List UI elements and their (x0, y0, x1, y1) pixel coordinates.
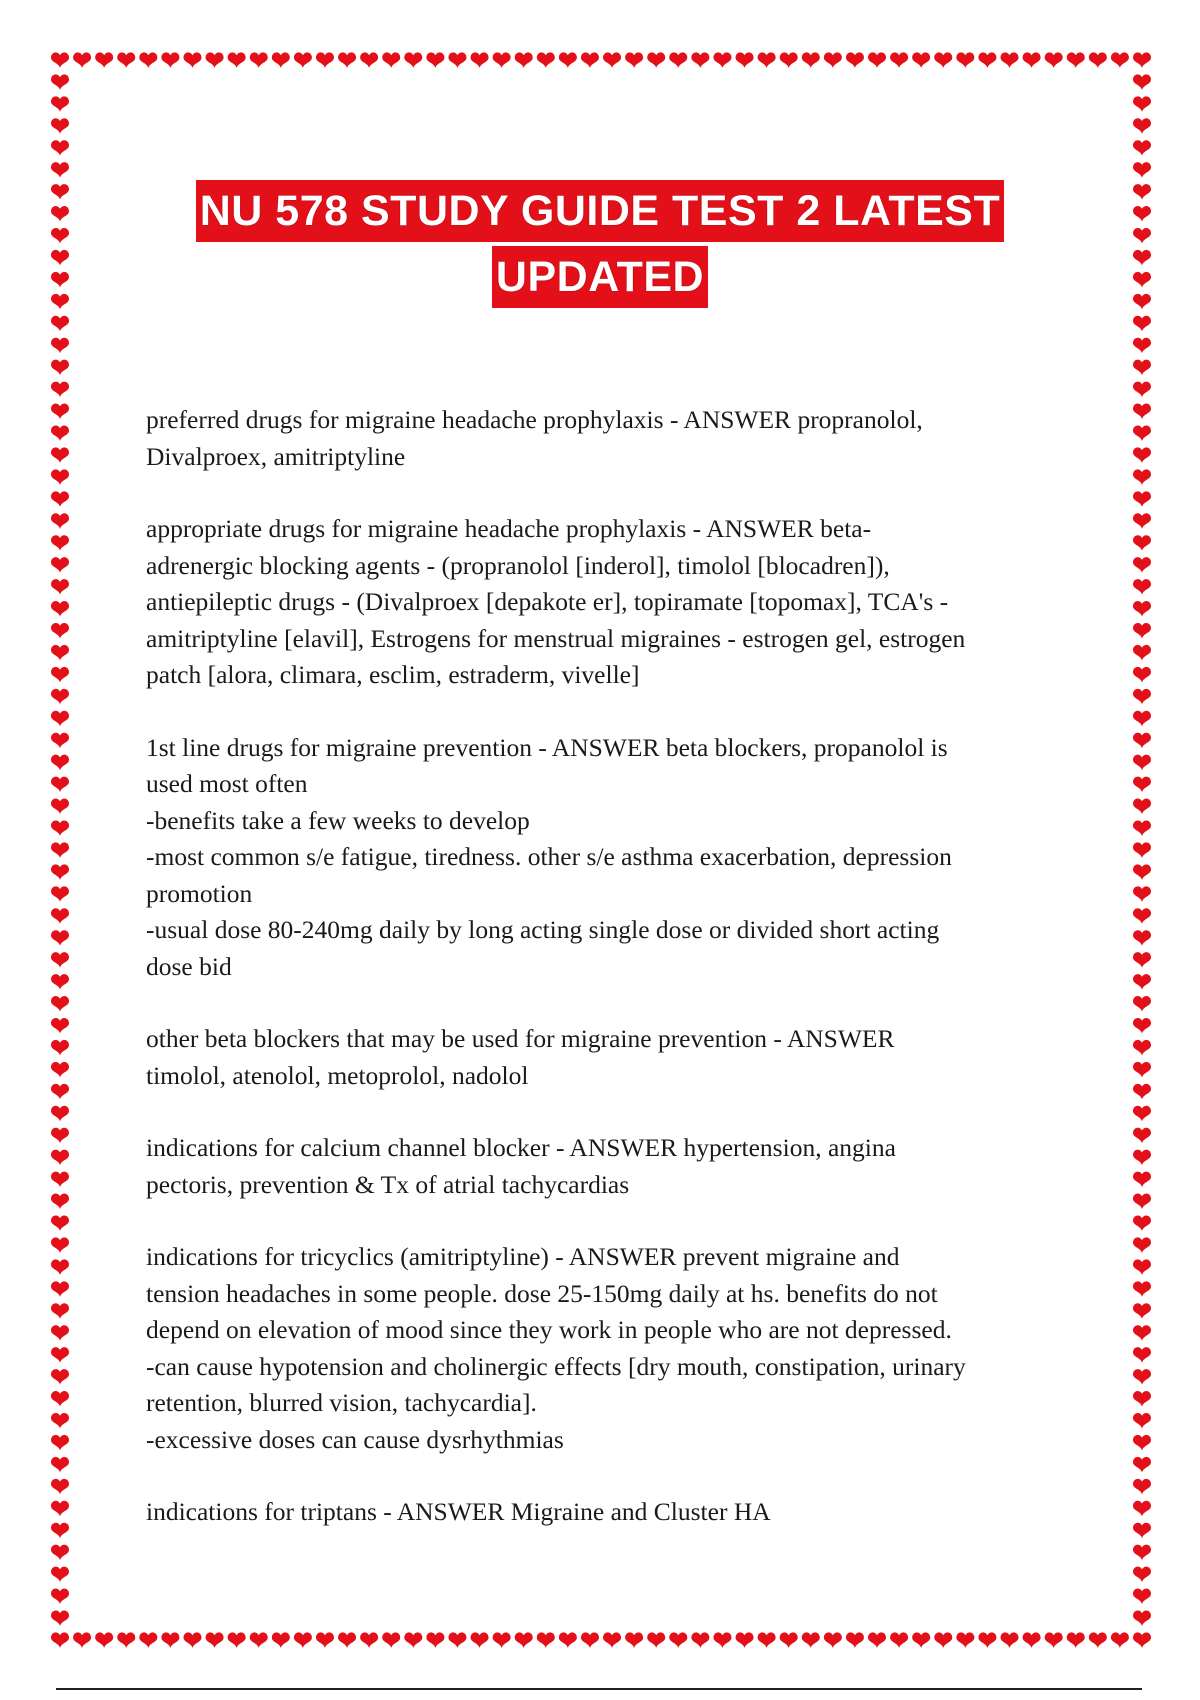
heart-icon (139, 1632, 157, 1648)
heart-icon (1133, 1545, 1151, 1561)
heart-icon (51, 425, 69, 441)
heart-icon (802, 52, 820, 68)
qa-line: -can cause hypotension and cholinergic effects [dry mouth, constipation, urinary (146, 1351, 966, 1381)
heart-icon (1089, 1632, 1107, 1648)
heart-icon (1133, 447, 1151, 463)
heart-icon (51, 1479, 69, 1495)
qa-line: -benefits take a few weeks to develop (146, 805, 530, 835)
heart-icon (1133, 1479, 1151, 1495)
heart-icon (51, 1610, 69, 1626)
heart-icon (228, 1632, 246, 1648)
qa-item (146, 511, 1076, 694)
qa-line: -usual dose 80-240mg daily by long acting single dose or divided short acting (146, 915, 940, 944)
heart-icon (51, 1567, 69, 1583)
heart-icon (1133, 842, 1151, 858)
qa-line: -most common s/e fatigue, tiredness. other s/e asthma exacerbation, depression (146, 842, 952, 871)
qa-line: appropriate drugs for migraine headache prophylaxis - ANSWER beta- (146, 514, 872, 543)
heart-icon (912, 52, 930, 68)
heart-icon (51, 952, 69, 968)
heart-icon (1133, 382, 1151, 398)
heart-icon (51, 382, 69, 398)
heart-icon (1045, 52, 1063, 68)
heart-icon (647, 1632, 665, 1648)
heart-icon (51, 557, 69, 573)
heart-icon (448, 52, 466, 68)
heart-icon (404, 52, 422, 68)
heart-icon (1023, 1632, 1041, 1648)
qa-item (146, 1239, 1076, 1458)
heart-icon (713, 1632, 731, 1648)
heart-icon (1133, 1150, 1151, 1166)
heart-icon (1133, 777, 1151, 793)
heart-icon (1133, 74, 1151, 90)
heart-icon (1133, 1281, 1151, 1297)
qa-item (146, 730, 1076, 986)
heart-icon (382, 1632, 400, 1648)
heart-icon (1133, 711, 1151, 727)
heart-icon (51, 1018, 69, 1034)
heart-icon (206, 1632, 224, 1648)
heart-icon (471, 1632, 489, 1648)
heart-icon (51, 733, 69, 749)
heart-icon (51, 1106, 69, 1122)
heart-icon (51, 513, 69, 529)
heart-icon (51, 1523, 69, 1539)
heart-icon (51, 930, 69, 946)
page-title (0, 180, 1200, 308)
heart-icon (1133, 118, 1151, 134)
heart-icon (51, 469, 69, 485)
heart-icon (1133, 535, 1151, 551)
heart-icon (1133, 96, 1151, 112)
heart-icon (183, 1632, 201, 1648)
heart-icon (73, 52, 91, 68)
heart-icon (736, 1632, 754, 1648)
heart-icon (669, 52, 687, 68)
heart-icon (51, 140, 69, 156)
qa-line: indications for tricyclics (amitriptyline) - ANSWER prevent migraine and (146, 1242, 900, 1271)
heart-icon (625, 1632, 643, 1648)
heart-icon (51, 601, 69, 617)
heart-icon (51, 645, 69, 661)
heart-icon (1067, 1632, 1085, 1648)
heart-icon (1133, 886, 1151, 902)
heart-icon (51, 96, 69, 112)
heart-icon (1133, 820, 1151, 836)
heart-icon (868, 1632, 886, 1648)
heart-icon (1133, 1237, 1151, 1253)
heart-icon (1133, 755, 1151, 771)
heart-icon (51, 1457, 69, 1473)
heart-icon (51, 799, 69, 815)
title-line-1: NU 578 STUDY GUIDE TEST 2 LATEST (196, 180, 1005, 242)
heart-icon (51, 1062, 69, 1078)
heart-icon (51, 118, 69, 134)
heart-icon (206, 52, 224, 68)
bottom-divider (56, 1688, 1142, 1690)
heart-icon (758, 1632, 776, 1648)
heart-icon (1133, 1084, 1151, 1100)
heart-icon (978, 1632, 996, 1648)
heart-icon (669, 1632, 687, 1648)
heart-icon (51, 1194, 69, 1210)
heart-icon (294, 52, 312, 68)
heart-icon (912, 1632, 930, 1648)
heart-icon (51, 579, 69, 595)
heart-icon (51, 777, 69, 793)
heart-icon (360, 1632, 378, 1648)
qa-line: antiepileptic drugs - (Divalproex [depakote er], topiramate [topomax], TCA's - (146, 587, 949, 616)
heart-icon (1023, 52, 1041, 68)
heart-icon (95, 1632, 113, 1648)
heart-icon (51, 1391, 69, 1407)
heart-icon (73, 1632, 91, 1648)
heart-icon (537, 52, 555, 68)
heart-icon (1133, 1040, 1151, 1056)
heart-icon (51, 1435, 69, 1451)
heart-icon (890, 52, 908, 68)
heart-icon (1133, 316, 1151, 332)
heart-icon (559, 52, 577, 68)
heart-icon (426, 52, 444, 68)
qa-line: preferred drugs for migraine headache prophylaxis - ANSWER propranolol, (146, 405, 923, 434)
heart-icon (404, 1632, 422, 1648)
heart-icon (1133, 1610, 1151, 1626)
heart-icon (51, 908, 69, 924)
heart-icon (824, 1632, 842, 1648)
heart-icon (360, 52, 378, 68)
heart-icon (1133, 689, 1151, 705)
heart-icon (1133, 996, 1151, 1012)
qa-item (146, 1130, 1076, 1203)
heart-icon (1133, 1413, 1151, 1429)
heart-icon (934, 52, 952, 68)
heart-icon (1133, 1457, 1151, 1473)
heart-icon (603, 52, 621, 68)
heart-icon (934, 1632, 952, 1648)
heart-icon (780, 1632, 798, 1648)
heart-icon (51, 1040, 69, 1056)
heart-icon (1111, 52, 1129, 68)
heart-icon (1089, 52, 1107, 68)
heart-icon (1133, 1369, 1151, 1385)
heart-icon (95, 52, 113, 68)
heart-icon (51, 1172, 69, 1188)
heart-icon (1133, 1106, 1151, 1122)
heart-icon (1001, 1632, 1019, 1648)
heart-icon (1133, 1062, 1151, 1078)
heart-icon (956, 1632, 974, 1648)
heart-icon (1133, 360, 1151, 376)
qa-line: 1st line drugs for migraine prevention - ANSWER beta blockers, propanolol is (146, 732, 948, 762)
qa-line: indications for triptans - ANSWER Migraine and Cluster HA (146, 1497, 771, 1526)
qa-line: amitriptyline [elavil], Estrogens for menstrual migraines - estrogen gel, estrogen (146, 623, 966, 653)
heart-icon (1133, 908, 1151, 924)
heart-icon (1133, 667, 1151, 683)
heart-icon (1111, 1632, 1129, 1648)
heart-icon (51, 162, 69, 178)
heart-icon (1133, 1215, 1151, 1231)
heart-icon (691, 1632, 709, 1648)
heart-icon (581, 1632, 599, 1648)
heart-icon (890, 1632, 908, 1648)
heart-icon (581, 52, 599, 68)
heart-icon (515, 52, 533, 68)
heart-icon (51, 1325, 69, 1341)
heart-icon (1133, 1589, 1151, 1605)
heart-icon (183, 52, 201, 68)
heart-icon (1133, 579, 1151, 595)
heart-icon (51, 360, 69, 376)
heart-icon (51, 974, 69, 990)
qa-item (146, 1494, 1076, 1531)
heart-icon (1067, 52, 1085, 68)
heart-icon (117, 1632, 135, 1648)
heart-icon (1133, 1194, 1151, 1210)
heart-icon (51, 1501, 69, 1517)
heart-icon (250, 52, 268, 68)
heart-icon (515, 1632, 533, 1648)
heart-icon (471, 52, 489, 68)
heart-icon (1133, 1567, 1151, 1583)
heart-icon (493, 52, 511, 68)
heart-icon (51, 74, 69, 90)
heart-icon (51, 316, 69, 332)
heart-icon (1133, 140, 1151, 156)
heart-icon (51, 864, 69, 880)
heart-icon (272, 1632, 290, 1648)
heart-icon (316, 1632, 334, 1648)
heart-icon (139, 52, 157, 68)
heart-icon (117, 52, 135, 68)
heart-icon (758, 52, 776, 68)
heart-icon (448, 1632, 466, 1648)
heart-icon (51, 1281, 69, 1297)
heart-icon (559, 1632, 577, 1648)
heart-icon (161, 52, 179, 68)
heart-icon (1133, 1259, 1151, 1275)
heart-icon (51, 1150, 69, 1166)
heart-icon (51, 886, 69, 902)
heart-icon (1133, 1435, 1151, 1451)
heart-icon (1045, 1632, 1063, 1648)
heart-icon (294, 1632, 312, 1648)
heart-icon (1133, 557, 1151, 573)
heart-icon (1133, 645, 1151, 661)
heart-icon (1133, 1501, 1151, 1517)
qa-line: dose bid (146, 951, 232, 981)
heart-icon (51, 1237, 69, 1253)
study-guide-body (146, 402, 1076, 1567)
heart-icon (1133, 425, 1151, 441)
heart-icon (1133, 974, 1151, 990)
heart-icon (978, 52, 996, 68)
heart-icon (1133, 491, 1151, 507)
heart-icon (780, 52, 798, 68)
heart-icon (51, 491, 69, 507)
heart-icon (1133, 930, 1151, 946)
heart-icon (1133, 1128, 1151, 1144)
heart-icon (51, 1369, 69, 1385)
heart-icon (1133, 1391, 1151, 1407)
heart-icon (51, 338, 69, 354)
heart-icon (647, 52, 665, 68)
heart-icon (51, 1303, 69, 1319)
heart-icon (493, 1632, 511, 1648)
heart-icon (1133, 864, 1151, 880)
heart-icon (956, 52, 974, 68)
heart-icon (51, 1545, 69, 1561)
heart-icon (338, 1632, 356, 1648)
heart-icon (51, 447, 69, 463)
heart-icon (1133, 623, 1151, 639)
heart-icon (1133, 601, 1151, 617)
heart-icon (51, 820, 69, 836)
qa-item (146, 1021, 1076, 1094)
heart-icon (51, 1413, 69, 1429)
heart-icon (1133, 952, 1151, 968)
title-line-2: UPDATED (492, 246, 708, 308)
qa-line: other beta blockers that may be used for migraine prevention - ANSWER (146, 1024, 895, 1053)
heart-icon (51, 1347, 69, 1363)
qa-line: adrenergic blocking agents - (propranolol [inderol], timolol [blocadren]), (146, 550, 890, 580)
heart-icon (316, 52, 334, 68)
heart-icon (161, 1632, 179, 1648)
heart-icon (51, 711, 69, 727)
heart-icon (1133, 1018, 1151, 1034)
heart-icon (1133, 1172, 1151, 1188)
heart-icon (1133, 52, 1151, 68)
heart-icon (846, 1632, 864, 1648)
qa-line: Divalproex, amitriptyline (146, 441, 406, 471)
heart-icon (51, 842, 69, 858)
heart-icon (1133, 1347, 1151, 1363)
heart-icon (51, 1632, 69, 1648)
heart-icon (1133, 1632, 1151, 1648)
qa-line: tension headaches in some people. dose 25-150mg daily at hs. benefits do not (146, 1278, 938, 1308)
heart-icon (51, 667, 69, 683)
heart-icon (1133, 338, 1151, 354)
heart-icon (51, 1128, 69, 1144)
heart-icon (51, 535, 69, 551)
heart-icon (228, 52, 246, 68)
qa-line: indications for calcium channel blocker - ANSWER hypertension, angina (146, 1133, 896, 1162)
heart-icon (713, 52, 731, 68)
heart-icon (51, 52, 69, 68)
qa-line: timolol, atenolol, metoprolol, nadolol (146, 1060, 529, 1090)
heart-icon (51, 996, 69, 1012)
qa-line: promotion (146, 878, 253, 908)
heart-icon (1133, 1303, 1151, 1319)
heart-icon (1133, 733, 1151, 749)
heart-icon (691, 52, 709, 68)
qa-line: -excessive doses can cause dysrhythmias (146, 1424, 564, 1454)
heart-icon (736, 52, 754, 68)
heart-icon (51, 1084, 69, 1100)
heart-icon (51, 623, 69, 639)
heart-icon (51, 1589, 69, 1605)
heart-icon (272, 52, 290, 68)
qa-line: depend on elevation of mood since they work in people who are not depressed. (146, 1315, 952, 1344)
heart-icon (426, 1632, 444, 1648)
qa-line: used most often (146, 769, 308, 798)
heart-icon (1133, 404, 1151, 420)
heart-icon (1133, 1523, 1151, 1539)
heart-icon (1001, 52, 1019, 68)
heart-icon (1133, 799, 1151, 815)
heart-icon (1133, 469, 1151, 485)
heart-icon (51, 1259, 69, 1275)
heart-icon (1133, 1325, 1151, 1341)
heart-icon (51, 755, 69, 771)
heart-icon (824, 52, 842, 68)
heart-icon (1133, 513, 1151, 529)
heart-icon (603, 1632, 621, 1648)
qa-line: retention, blurred vision, tachycardia]. (146, 1388, 537, 1417)
heart-icon (250, 1632, 268, 1648)
heart-icon (338, 52, 356, 68)
heart-icon (868, 52, 886, 68)
heart-icon (51, 1215, 69, 1231)
heart-icon (382, 52, 400, 68)
qa-item (146, 402, 1076, 475)
heart-icon (846, 52, 864, 68)
qa-line: pectoris, prevention & Tx of atrial tachycardias (146, 1169, 630, 1199)
heart-icon (51, 689, 69, 705)
qa-line: patch [alora, climara, esclim, estraderm, vivelle] (146, 660, 640, 689)
heart-icon (51, 404, 69, 420)
heart-icon (1133, 162, 1151, 178)
heart-icon (625, 52, 643, 68)
heart-icon (802, 1632, 820, 1648)
heart-icon (537, 1632, 555, 1648)
